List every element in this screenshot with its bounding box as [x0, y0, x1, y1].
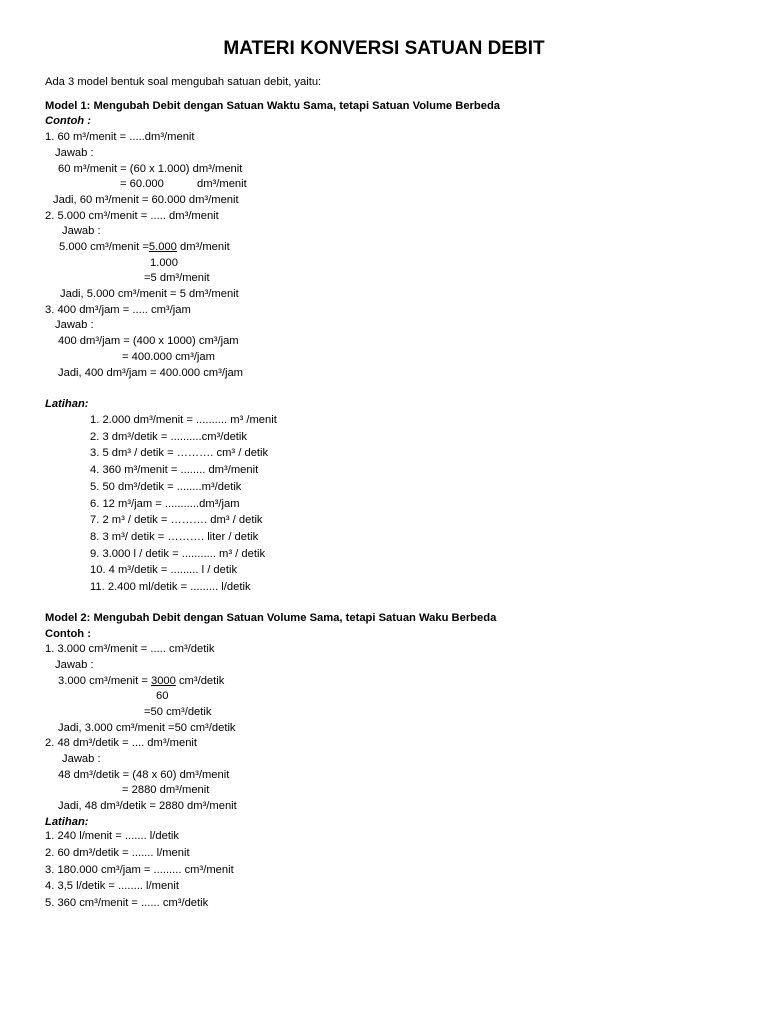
model1-latihan-label: Latihan:: [45, 398, 89, 410]
model1-ex2-step2: =5 dm³/menit: [144, 272, 210, 284]
model2-ex1-step1: [58, 674, 224, 688]
model2-ex2-step2: = 2880 dm³/menit: [122, 784, 210, 796]
latihan-item: 3. 5 dm³ / detik = ………. cm³ / detik: [90, 447, 269, 460]
latihan-item: 11. 2.400 ml/detik = ......... l/detik: [90, 581, 251, 593]
latihan-item: 5. 360 cm³/menit = ...... cm³/detik: [45, 897, 209, 910]
model1-ex2-conclusion: Jadi, 5.000 cm³/menit = 5 dm³/menit: [60, 288, 239, 300]
model2-ex1-numerator: 3000: [150, 675, 176, 687]
model2-ex1-unit: cm³/detik: [175, 675, 225, 687]
latihan-item: 7. 2 m³ / detik = ………. dm³ / detik: [90, 514, 263, 527]
model1-ex2-lhs: 5.000 cm³/menit =: [59, 241, 149, 253]
model1-heading: Model 1: Mengubah Debit dengan Satuan Waktu Sama, tetapi Satuan Volume Berbeda: [45, 100, 501, 112]
latihan-item: 8. 3 m³/ detik = ………. liter / detik: [90, 530, 259, 543]
model1-ex3-jawab: Jawab :: [55, 319, 94, 331]
model1-ex2-numerator: 5.000: [148, 241, 177, 253]
model1-ex1-step1: 60 m³/menit = (60 x 1.000) dm³/menit: [58, 163, 243, 175]
model2-contoh-label: Contoh :: [45, 628, 91, 640]
latihan-item: 1. 240 l/menit = ....... l/detik: [45, 830, 180, 842]
model2-ex1-question: 1. 3.000 cm³/menit = ..... cm³/detik: [45, 643, 215, 655]
model2-ex1-jawab: Jawab :: [55, 659, 94, 671]
latihan-item: 3. 180.000 cm³/jam = ......... cm³/menit: [45, 863, 234, 876]
model2-ex1-lhs: 3.000 cm³/menit =: [58, 675, 151, 687]
model1-ex3-step1: 400 dm³/jam = (400 x 1000) cm³/jam: [58, 335, 239, 347]
page-title: MATERI KONVERSI SATUAN DEBIT: [223, 38, 545, 59]
model2-ex1-step2: =50 cm³/detik: [144, 706, 212, 718]
model2-ex2-step1: 48 dm³/detik = (48 x 60) dm³/menit: [58, 769, 230, 781]
model2-ex2-question: 2. 48 dm³/detik = .... dm³/menit: [45, 737, 198, 749]
model1-ex1-step2-unit: dm³/menit: [197, 178, 247, 190]
model1-ex1-conclusion: Jadi, 60 m³/menit = 60.000 dm³/menit: [53, 194, 239, 206]
model1-ex3-question: 3. 400 dm³/jam = ..... cm³/jam: [45, 304, 191, 316]
model1-ex3-conclusion: Jadi, 400 dm³/jam = 400.000 cm³/jam: [58, 367, 243, 379]
latihan-item: 4. 3,5 l/detik = ........ l/menit: [45, 880, 179, 893]
model1-ex3-step2: = 400.000 cm³/jam: [122, 351, 215, 363]
latihan-item: 4. 360 m³/menit = ........ dm³/menit: [90, 464, 259, 477]
model1-ex2-question: 2. 5.000 cm³/menit = ..... dm³/menit: [45, 210, 219, 222]
model2-ex1-denominator: 60: [156, 690, 169, 702]
model2-ex2-conclusion: Jadi, 48 dm³/detik = 2880 dm³/menit: [58, 800, 237, 812]
model2-heading: Model 2: Mengubah Debit dengan Satuan Volume Sama, tetapi Satuan Waku Berbeda: [45, 612, 497, 624]
intro-text: Ada 3 model bentuk soal mengubah satuan debit, yaitu:: [45, 76, 322, 88]
latihan-item: 5. 50 dm³/detik = ........m³/detik: [90, 480, 242, 493]
model1-ex2-denominator: 1.000: [150, 257, 178, 269]
model1-ex2-step1: [59, 240, 230, 254]
latihan-item: 6. 12 m³/jam = ...........dm³/jam: [90, 497, 240, 510]
model1-ex1-step2-value: = 60.000: [120, 178, 164, 190]
latihan-item: 10. 4 m³/detik = ......... l / detik: [90, 564, 238, 577]
model1-ex1-jawab: Jawab :: [55, 147, 94, 159]
model1-ex1-question: 1. 60 m³/menit = .....dm³/menit: [45, 131, 195, 143]
model1-contoh-label: Contoh :: [45, 115, 91, 127]
latihan-item: 2. 3 dm³/detik = ..........cm³/detik: [90, 430, 247, 443]
latihan-item: 1. 2.000 dm³/menit = .......... m³ /menit: [90, 414, 277, 426]
latihan-item: 9. 3.000 l / detik = ........... m³ / detik: [90, 547, 266, 560]
model2-latihan-label: Latihan:: [45, 816, 89, 828]
model1-ex2-jawab: Jawab :: [62, 225, 101, 237]
model2-ex2-jawab: Jawab :: [62, 753, 101, 765]
model2-ex1-conclusion: Jadi, 3.000 cm³/menit =50 cm³/detik: [58, 722, 236, 734]
model1-ex2-unit: dm³/menit: [176, 241, 230, 253]
latihan-item: 2. 60 dm³/detik = ....... l/menit: [45, 846, 190, 859]
